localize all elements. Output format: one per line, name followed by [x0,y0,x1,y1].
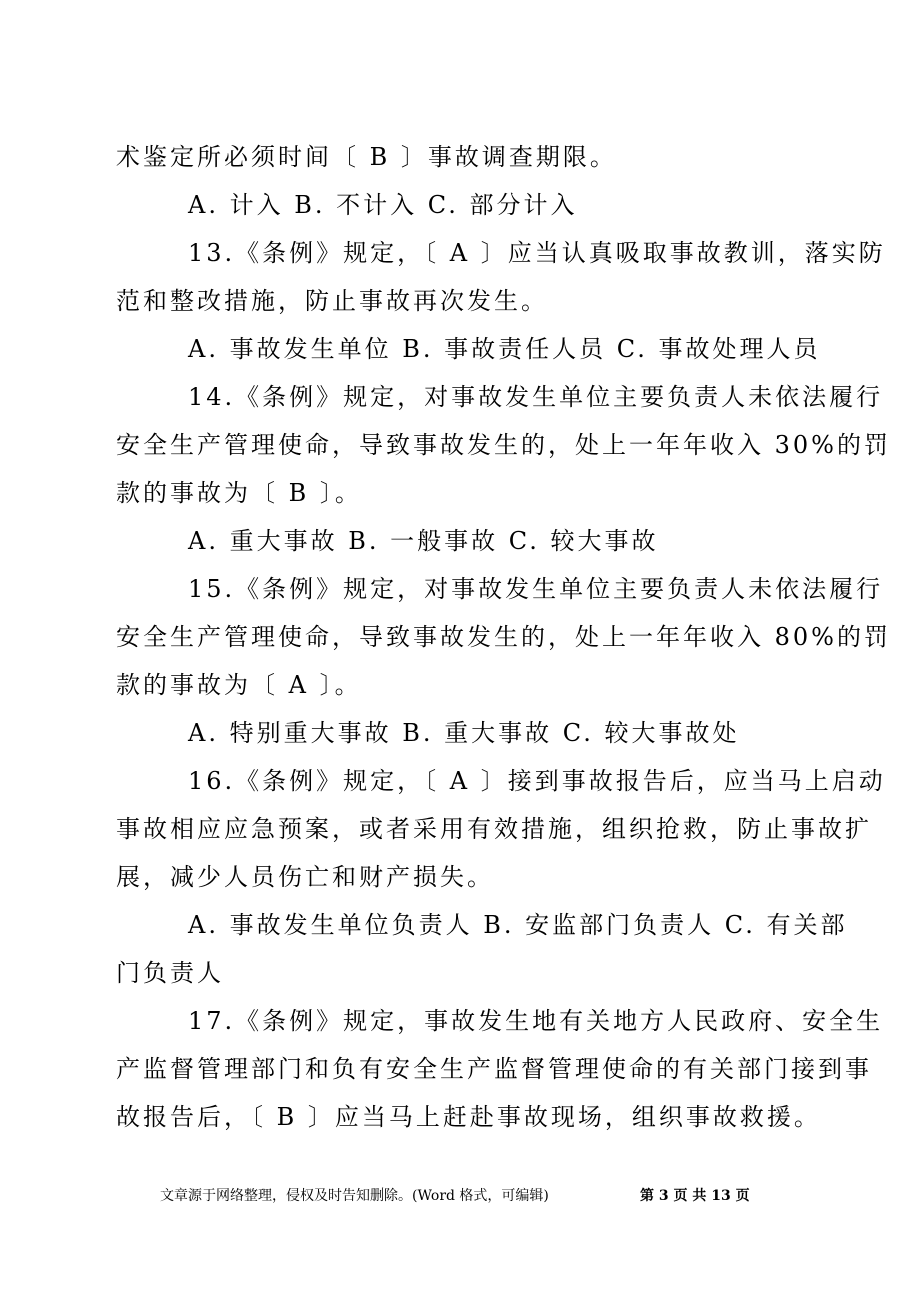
question-14-line-1: 14.《条例》规定，对事故发生单位主要负责人未依法履行 [188,383,884,411]
options-line-q12: A. 计入 B. 不计入 C. 部分计入 [188,191,578,219]
question-15-line-3: 款的事故为〔 A 〕。 [116,671,362,699]
question-15-line-1: 15.《条例》规定，对事故发生单位主要负责人未依法履行 [188,575,884,603]
options-line-q15: A. 特别重大事故 B. 重大事故 C. 较大事故处 [188,719,740,747]
options-line-q14: A. 重大事故 B. 一般事故 C. 较大事故 [188,527,659,555]
question-17-line-3: 故报告后，〔 B 〕应当马上赶赴事故现场，组织事故救援。 [116,1103,821,1131]
options-line-q16-2: 门负责人 [116,959,224,987]
question-13-line-2: 范和整改措施，防止事故再次发生。 [116,287,548,315]
question-16-line-1: 16.《条例》规定，〔 A 〕接到事故报告后，应当马上启动 [188,767,886,795]
options-line-q13: A. 事故发生单位 B. 事故责任人员 C. 事故处理人员 [188,335,821,363]
question-16-line-3: 展，减少人员伤亡和财产损失。 [116,863,494,891]
question-16-line-2: 事故相应应急预案，或者采用有效措施，组织抢救，防止事故扩 [116,815,872,843]
text-line-1: 术鉴定所必须时间〔 B 〕事故调查期限。 [116,143,617,171]
footer-page-number: 第 3 页 共 13 页 [640,1188,750,1204]
question-14-line-2: 安全生产管理使命，导致事故发生的，处上一年年收入 30%的罚 [116,431,891,459]
question-17-line-1: 17.《条例》规定，事故发生地有关地方人民政府、安全生 [188,1007,884,1035]
footer-source-note: 文章源于网络整理，侵权及时告知删除。(Word 格式，可编辑) [160,1188,549,1204]
question-15-line-2: 安全生产管理使命，导致事故发生的，处上一年年收入 80%的罚 [116,623,891,651]
question-14-line-3: 款的事故为〔 B 〕。 [116,479,362,507]
options-line-q16-1: A. 事故发生单位负责人 B. 安监部门负责人 C. 有关部 [188,911,848,939]
question-17-line-2: 产监督管理部门和负有安全生产监督管理使命的有关部门接到事 [116,1055,872,1083]
question-13-line-1: 13.《条例》规定，〔 A 〕应当认真吸取事故教训，落实防 [188,239,886,267]
